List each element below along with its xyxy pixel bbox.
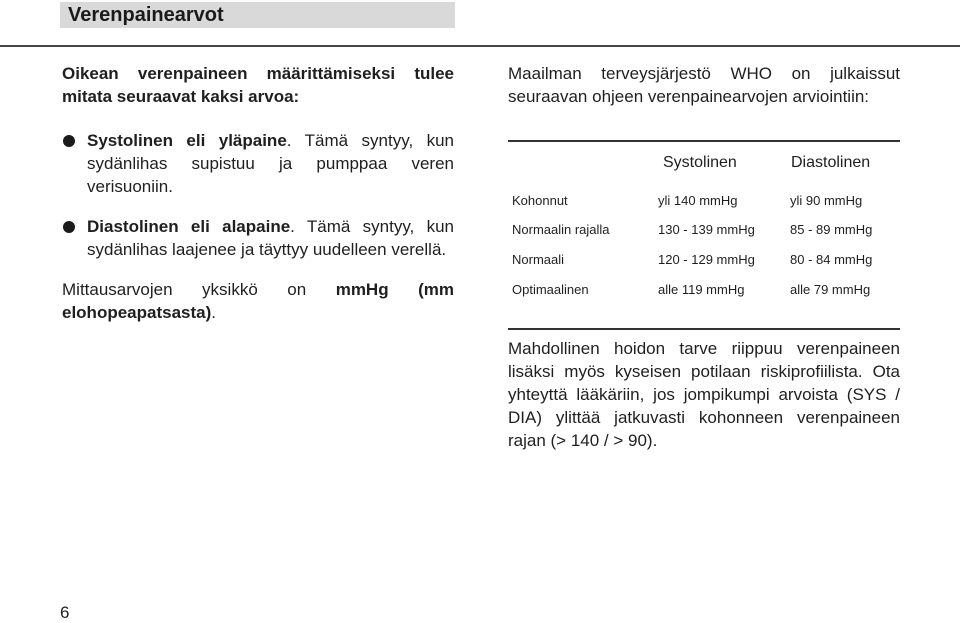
unit-suffix: . xyxy=(211,303,216,322)
right-column xyxy=(508,62,900,108)
bullet-systolic xyxy=(62,129,454,198)
unit-bold: mmHg (mm elohopeapatsasta) xyxy=(62,280,454,322)
bullet-term: Systolinen eli yläpaine xyxy=(87,131,287,150)
row-diastolic: 85 - 89 mmHg xyxy=(790,222,873,237)
bullet-diastolic xyxy=(62,215,454,261)
header-systolic: Systolinen xyxy=(663,154,737,171)
row-systolic: yli 140 mmHg xyxy=(658,193,738,208)
who-intro: Maailman terveysjärjestö WHO on julkaissut seuraavan ohjeen verenpainearvojen arviointiin: xyxy=(508,64,900,106)
unit-text xyxy=(62,278,454,324)
unit-prefix: Mittausarvojen yksikkö on xyxy=(62,280,336,299)
note-text: Mahdollinen hoidon tarve riippuu verenpaineen lisäksi myös kyseisen potilaan riskiprofiilista. Ota yhteyttä lääkäriin, jos jompikumpi arvoista (SYS / DIA) ylittää jatkuvasti kohonneen verenpaineen rajan (> 140 / > 90). xyxy=(508,339,900,450)
section-header xyxy=(60,2,455,28)
row-systolic: 130 - 139 mmHg xyxy=(658,222,755,237)
page-number: 6 xyxy=(60,603,70,622)
header-divider xyxy=(0,45,960,47)
bullet-text: . Tämä syntyy, kun sydänlihas laajenee ja täyttyy uudelleen verellä. xyxy=(87,217,454,259)
page-title: Verenpainearvot xyxy=(68,4,224,26)
left-column xyxy=(62,62,454,324)
bullet-paragraph xyxy=(87,129,454,198)
treatment-note xyxy=(508,337,900,452)
header-diastolic: Diastolinen xyxy=(791,154,871,171)
bullet-term: Diastolinen eli alapaine xyxy=(87,217,291,236)
row-category: Normaali xyxy=(512,252,565,267)
bullet-dot-icon xyxy=(63,221,75,233)
bullet-dot-icon xyxy=(63,135,75,147)
row-diastolic: 80 - 84 mmHg xyxy=(790,252,873,267)
bp-table xyxy=(508,140,900,330)
row-category: Kohonnut xyxy=(512,193,568,208)
row-systolic: 120 - 129 mmHg xyxy=(658,252,755,267)
row-systolic: alle 119 mmHg xyxy=(658,282,745,297)
row-diastolic: alle 79 mmHg xyxy=(790,282,871,297)
row-category: Normaalin rajalla xyxy=(512,222,610,237)
bullet-text: . Tämä syntyy, kun sydänlihas supistuu ja pumppaa veren verisuoniin. xyxy=(87,131,455,196)
intro-text: Oikean verenpaineen määrittämiseksi tulee mitata seuraavat kaksi arvoa: xyxy=(62,64,454,106)
row-category: Optimaalinen xyxy=(512,282,589,297)
row-diastolic: yli 90 mmHg xyxy=(790,193,863,208)
bullet-paragraph xyxy=(87,215,454,261)
